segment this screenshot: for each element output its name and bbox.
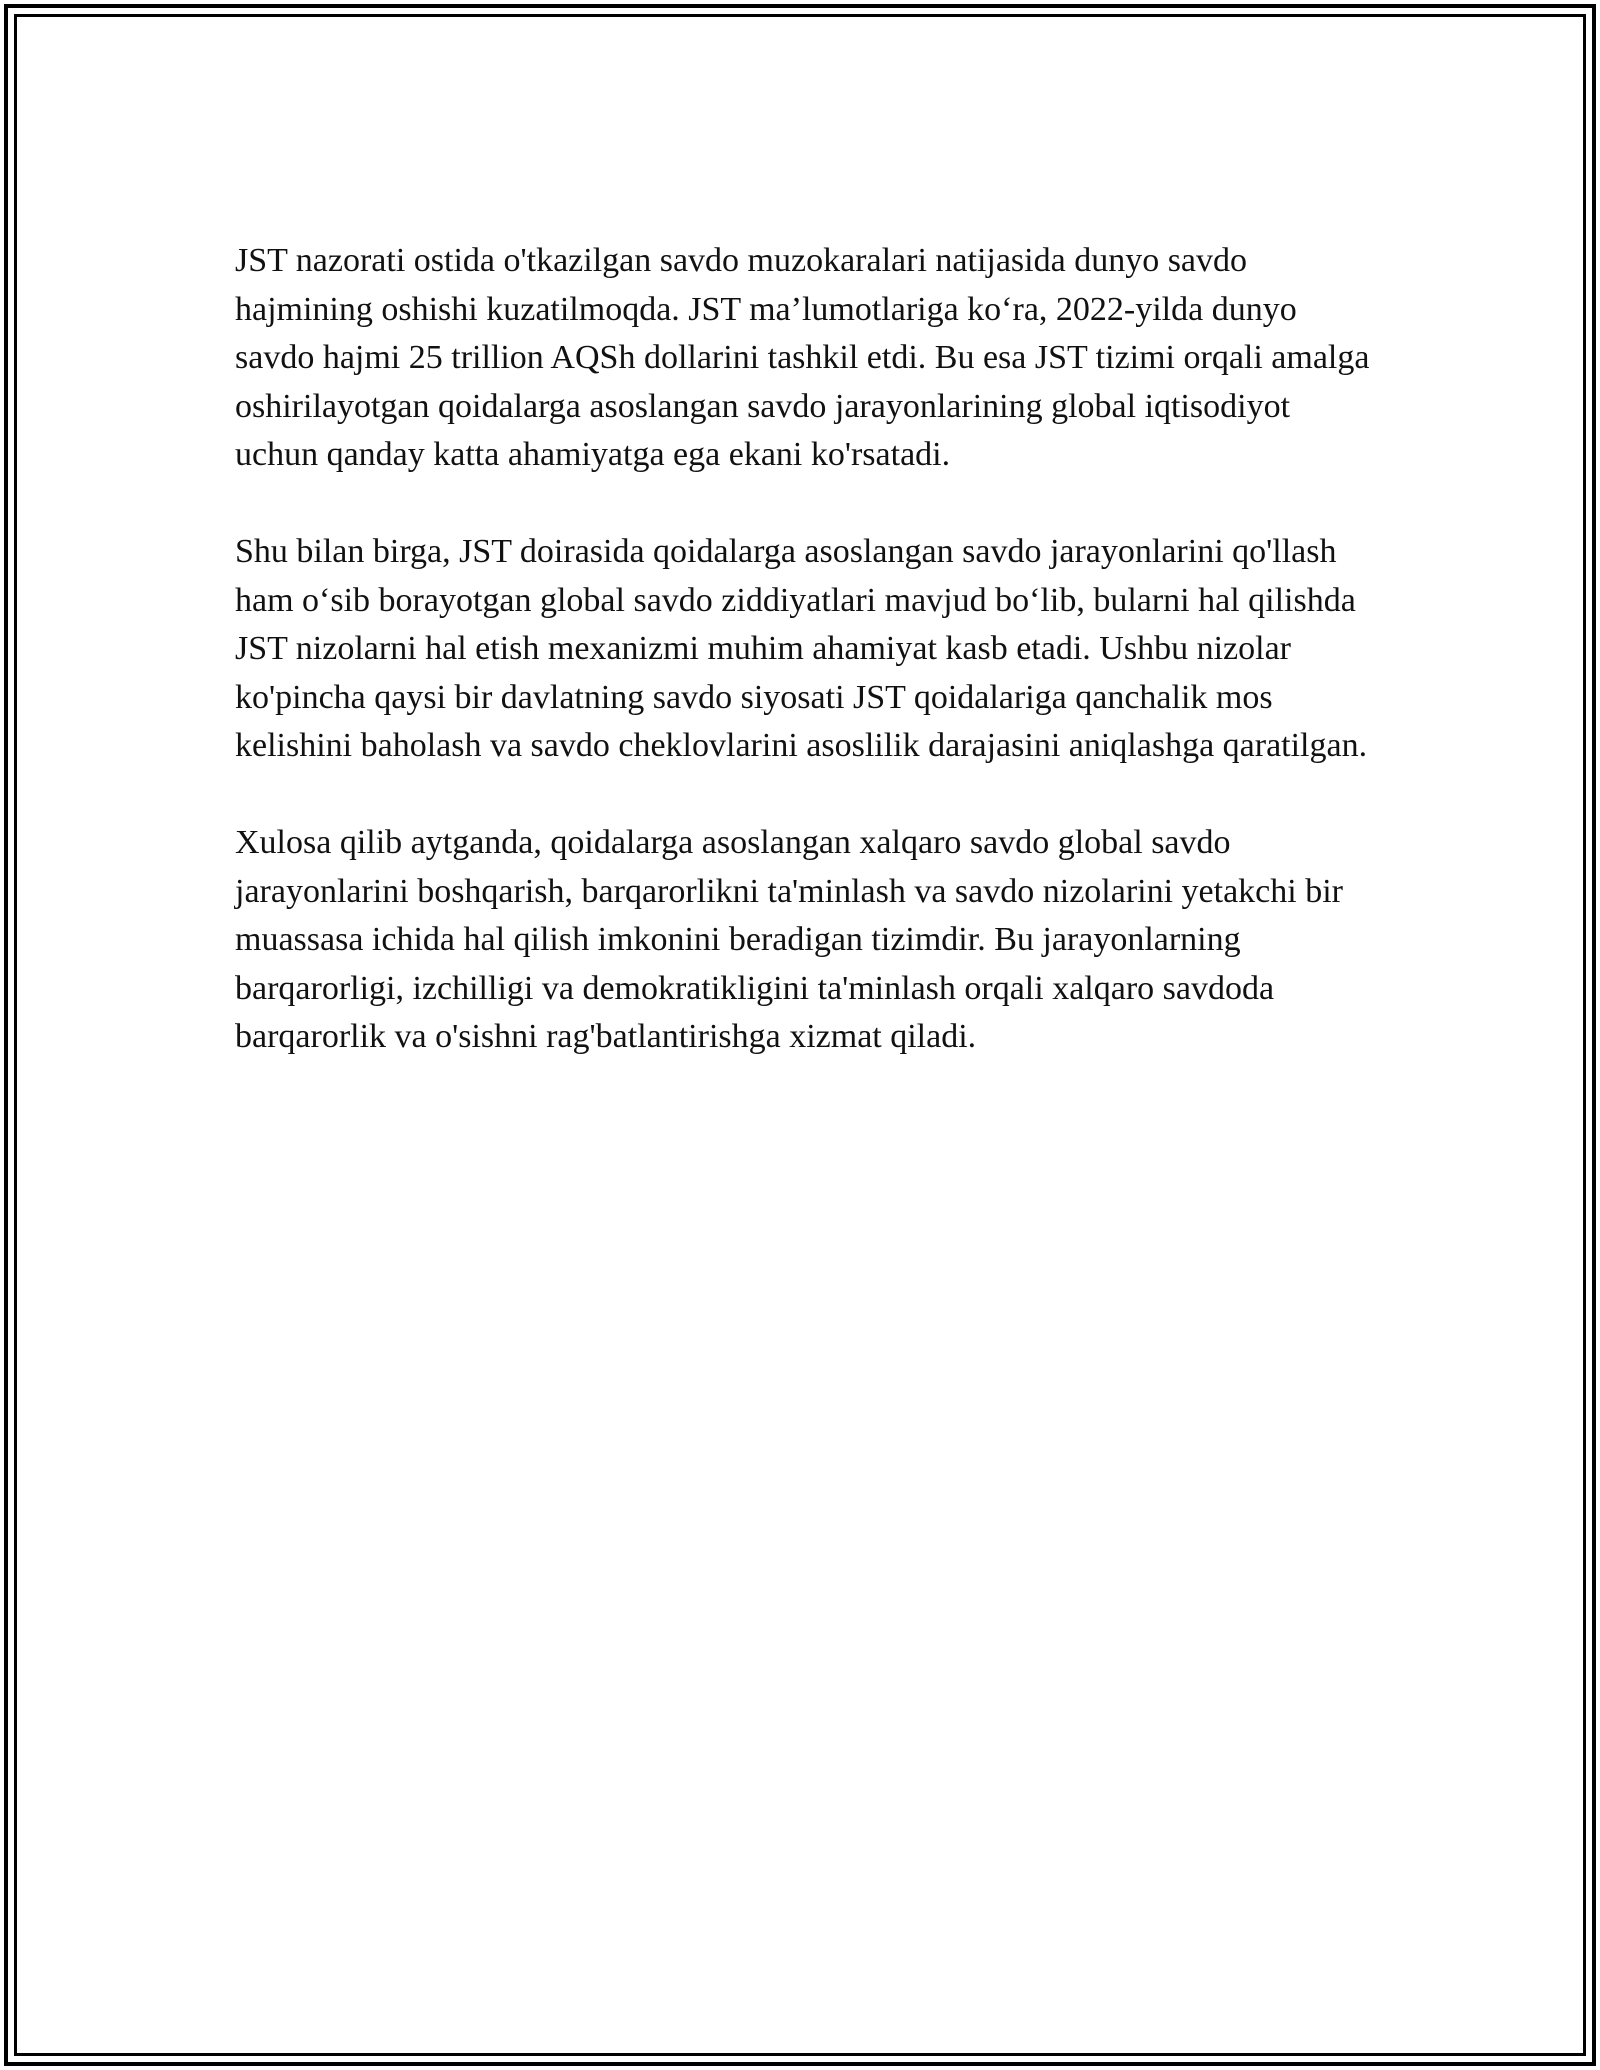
document-body — [235, 237, 1375, 1110]
paragraph-1: JST nazorati ostida o'tkazilgan savdo muzokaralari natijasida dunyo savdo hajmining oshishi kuzatilmoqda. JST ma’lumotlariga ko‘ra, 2022-yilda dunyo savdo hajmi 25 trillion AQSh dollarini tashkil etdi. Bu esa JST tizimi orqali amalga oshirilayotgan qoidalarga asoslangan savdo jarayonlarining global iqtisodiyot uchun qanday katta ahamiyatga ega ekani ko'rsatadi. — [235, 242, 1370, 473]
paragraph-3: Xulosa qilib aytganda, qoidalarga asoslangan xalqaro savdo global savdo jarayonlarini boshqarish, barqarorlikni ta'minlash va savdo nizolarini yetakchi bir muassasa ichida hal qilish imkonini beradigan tizimdir. Bu jarayonlarning barqarorligi, izchilligi va demokratikligini ta'minlash orqali xalqaro savdoda barqarorlik va o'sishni rag'batlantirishga xizmat qiladi. — [235, 824, 1343, 1055]
paragraph-2: Shu bilan birga, JST doirasida qoidalarga asoslangan savdo jarayonlarini qo'llash ham o‘sib borayotgan global savdo ziddiyatlari mavjud bo‘lib, bularni hal qilishda JST nizolarni hal etish mexanizmi muhim ahamiyat kasb etadi. Ushbu nizolar ko'pincha qaysi bir davlatning savdo siyosati JST qoidalariga qanchalik mos kelishini baholash va savdo cheklovlarini asoslilik darajasini aniqlashga qaratilgan. — [235, 533, 1368, 764]
